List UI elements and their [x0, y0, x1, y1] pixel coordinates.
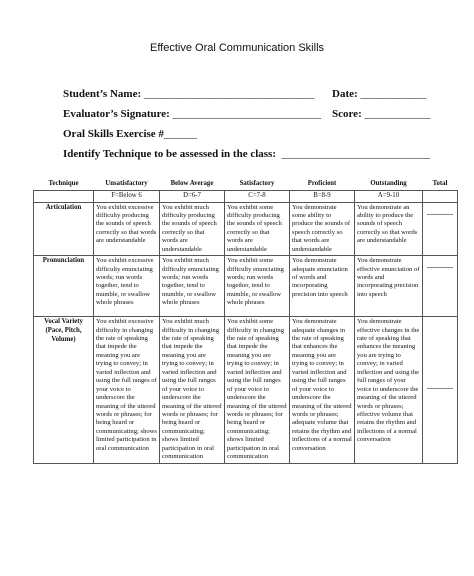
total-articulation[interactable] — [423, 202, 458, 256]
exercise-blank[interactable]: ______ — [163, 128, 197, 140]
score-field — [332, 108, 430, 120]
rubric-table — [33, 178, 458, 464]
score-range-total-empty — [423, 190, 458, 202]
date-field — [332, 88, 426, 100]
score-range-b: B=8-9 — [290, 190, 355, 202]
technique-vocal-variety: Vocal Variety (Pace, Pitch, Volume) — [34, 317, 94, 463]
student-name-label: Student’s Name: — [63, 88, 142, 100]
cell-articulation-proficient: You demonstrate some ability to produce the sounds of speech correctly so that words are understandable — [290, 202, 355, 256]
header-outstanding: Outstanding — [370, 180, 407, 187]
technique-field — [63, 148, 430, 160]
score-range-f: F=Below 6 — [94, 190, 160, 202]
score-label: Score: — [332, 108, 362, 120]
header-technique: Technique — [48, 180, 79, 187]
table-row — [34, 256, 458, 317]
exercise-label: Oral Skills Exercise # — [63, 128, 164, 140]
score-blank[interactable]: ____________ — [361, 108, 431, 120]
header-proficient: Proficient — [307, 180, 337, 187]
exercise-field — [63, 128, 197, 140]
date-blank[interactable]: ____________ — [357, 88, 427, 100]
score-range-a: A=9-10 — [355, 190, 423, 202]
technique-label: Identify Technique to be assessed in the class: — [63, 148, 277, 160]
cell-pronunciation-unsatisfactory: You exhibit excessive difficulty enunciating words; run words together, tend to mumble, or swallow whole phrases — [94, 256, 160, 317]
student-name-blank[interactable]: _______________________________ — [141, 88, 315, 100]
header-unsatisfactory: Unsatisfactory — [105, 180, 148, 187]
cell-vocal-unsatisfactory: You exhibit excessive difficulty in changing the rate of speaking that impede the meaning you are trying to convey; in varied inflection and using the full ranges of your voice to underscore the meaning of the uttered words or phrases; for being heard or communicating; shows limited participation in oral communication — [94, 317, 160, 463]
total-articulation-line — [427, 214, 453, 215]
total-pronunciation-line — [427, 267, 453, 268]
page-title: Effective Oral Communication Skills — [149, 42, 325, 54]
date-label: Date: — [332, 88, 358, 100]
table-header-row — [34, 178, 458, 190]
total-vocal-variety[interactable] — [423, 317, 458, 463]
cell-articulation-satisfactory: You exhibit some difficulty producing the sounds of speech correctly so that words are understandable — [225, 202, 290, 256]
header-below-average: Below Average — [170, 180, 214, 187]
technique-pronunciation: Pronunciation — [34, 256, 94, 317]
cell-vocal-satisfactory: You exhibit some difficulty in changing the rate of speaking that impede the meaning you are trying to convey; in varied inflection and using the full ranges of your voice to underscore the meaning of the uttered words or phrases; for being heard or communicating; shows limited participation in oral communication — [225, 317, 290, 463]
cell-vocal-proficient: You demonstrate adequate changes in the rate of speaking that enhances the meaning you are trying to convey; in varied inflection and using the full ranges of your voice to underscore the meaning of the uttered words or phrases; adequate volume that retains the rhythm and inflections of a normal conversation — [290, 317, 355, 463]
header-total: Total — [432, 180, 448, 187]
table-row — [34, 317, 458, 463]
total-vocal-line — [427, 388, 453, 389]
cell-vocal-below-average: You exhibit much difficulty in changing the rate of speaking that impede the meaning you are trying to convey; in varied inflection and using the full ranges of your voice to underscore the meaning of the uttered words or phrases; for being heard or communicating; shows limited participation in oral communication — [160, 317, 225, 463]
evaluator-field — [63, 108, 321, 120]
evaluator-label: Evaluator’s Signature: — [63, 108, 170, 120]
technique-blank[interactable]: ___________________________ — [276, 148, 431, 160]
cell-pronunciation-proficient: You demonstrate adequate enunciation of words and incorporating precision into speech — [290, 256, 355, 317]
score-range-empty — [34, 190, 94, 202]
cell-articulation-below-average: You exhibit much difficulty producing the sounds of speech correctly so that words are understandable — [160, 202, 225, 256]
cell-articulation-outstanding: You demonstrate an ability to produce the sounds of speech correctly so that words are understandable — [355, 202, 423, 256]
cell-pronunciation-satisfactory: You exhibit some difficulty enunciating words; run words together, tend to mumble, or swallow whole phrases — [225, 256, 290, 317]
technique-articulation: Articulation — [34, 202, 94, 256]
cell-pronunciation-below-average: You exhibit much difficulty enunciating words; run words together, tend to mumble, or swallow whole phrases — [160, 256, 225, 317]
cell-vocal-outstanding: You demonstrate effective changes in the rate of speaking that enhances the meaning you are trying to convey; in varied inflection and using the full ranges of your voice to underscore the meaning of the uttered words or phrases; effective volume that retains the rhythm and inflections of a normal conversation — [355, 317, 423, 463]
cell-articulation-unsatisfactory: You exhibit excessive difficulty producing the sounds of speech correctly so that words are understandable — [94, 202, 160, 256]
evaluator-blank[interactable]: ___________________________ — [169, 108, 322, 120]
total-pronunciation[interactable] — [423, 256, 458, 317]
cell-pronunciation-outstanding: You demonstrate effective enunciation of words and incorporating precision into speech — [355, 256, 423, 317]
table-row — [34, 202, 458, 256]
score-range-d: D=6-7 — [160, 190, 225, 202]
score-range-c: C=7-8 — [225, 190, 290, 202]
header-satisfactory: Satisfactory — [239, 180, 275, 187]
score-range-row — [34, 190, 458, 202]
student-name-field — [63, 88, 314, 100]
